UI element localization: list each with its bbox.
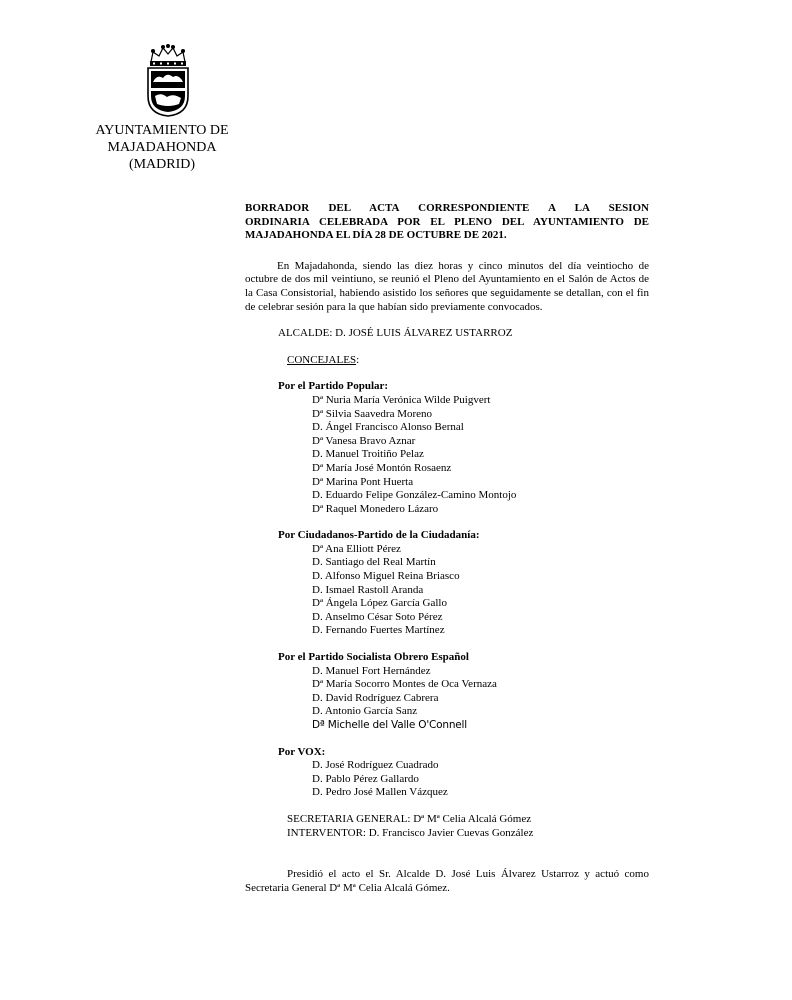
- party-group-cs: [245, 529, 649, 638]
- member: D. Ismael Rastoll Aranda: [312, 583, 424, 596]
- org-line: MAJADAHONDA: [107, 140, 217, 155]
- member: D. Santiago del Real Martín: [312, 556, 436, 569]
- closing-paragraph: Presidió el acto el Sr. Alcalde D. José Luis Álvarez Ustarroz y actuó como Secretaria General Dª Mª Celia Alcalá Gómez.: [245, 868, 649, 894]
- org-line: (MADRID): [128, 157, 196, 172]
- title-line: BORRADOR DEL ACTA CORRESPONDIENTE A LA SESION: [245, 202, 649, 214]
- document-title: [245, 202, 649, 243]
- org-line: AYUNTAMIENTO DE: [95, 123, 229, 138]
- member: D. Pablo Pérez Gallardo: [312, 772, 419, 785]
- member: Dª Silvia Saavedra Moreno: [312, 407, 433, 420]
- member: Dª Michelle del Valle O'Connell: [312, 719, 467, 731]
- member: Dª Raquel Monedero Lázaro: [312, 502, 439, 515]
- officials-block: [245, 813, 649, 840]
- concejales-label: CONCEJALES: [287, 353, 357, 366]
- document-body: [245, 202, 649, 895]
- member: Dª Ana Elliott Pérez: [312, 542, 401, 555]
- party-title: Por el Partido Popular:: [278, 380, 389, 393]
- alcalde-line: ALCALDE: D. JOSÉ LUIS ÁLVAREZ USTARROZ: [278, 327, 513, 340]
- party-title: Por Ciudadanos-Partido de la Ciudadanía:: [278, 529, 480, 542]
- party-group-vox: [245, 746, 649, 800]
- title-line: ORDINARIA CELEBRADA POR EL PLENO DEL AYUNTAMIENTO DE: [245, 215, 649, 228]
- member: Dª Ángela López García Gallo: [312, 597, 447, 610]
- secretaria-line: SECRETARIA GENERAL: Dª Mª Celia Alcalá Gómez: [287, 812, 532, 825]
- party-group-pp: [245, 380, 649, 516]
- member: D. Ángel Francisco Alonso Bernal: [312, 421, 464, 434]
- member: Dª Nuria María Verónica Wilde Puigvert: [312, 393, 491, 406]
- member: Dª María José Montón Rosaenz: [312, 461, 452, 474]
- interventor-line: INTERVENTOR: D. Francisco Javier Cuevas González: [287, 826, 534, 839]
- member: Dª Marina Pont Huerta: [312, 475, 414, 488]
- member: D. Manuel Troitiño Pelaz: [312, 448, 424, 461]
- member: D. Pedro José Mallen Vázquez: [312, 786, 448, 799]
- member: D. Fernando Fuertes Martínez: [312, 624, 445, 637]
- member: D. José Rodríguez Cuadrado: [312, 759, 439, 772]
- member: D. David Rodríguez Cabrera: [312, 691, 439, 704]
- member: D. Manuel Fort Hernández: [312, 664, 431, 677]
- member: D. Anselmo César Soto Pérez: [312, 610, 443, 623]
- title-line: MAJADAHONDA EL DÍA 28 DE OCTUBRE DE 2021.: [245, 229, 507, 242]
- member: D. Alfonso Miguel Reina Briasco: [312, 570, 460, 583]
- member: D. Antonio García Sanz: [312, 705, 418, 718]
- intro-paragraph: En Majadahonda, siendo las diez horas y cinco minutos del día veintiocho de octubre de dos mil veintiuno, se reunió el Pleno del Ayuntamiento en el Salón de Actos de la Casa Consistorial, habiendo asistido los señores que seguidamente se detallan, con el fin de celebrar sesión para la que habían sido previamente convocados.: [245, 259, 649, 313]
- member-list: [278, 543, 649, 638]
- party-group-psoe: [245, 651, 649, 733]
- party-title: Por el Partido Socialista Obrero Español: [278, 651, 469, 664]
- member-list: [278, 665, 649, 733]
- member: Dª María Socorro Montes de Oca Vernaza: [312, 678, 497, 691]
- organization-name: [84, 122, 240, 173]
- party-title: Por VOX:: [278, 745, 326, 758]
- member-list: [278, 394, 649, 516]
- member-list: [278, 759, 649, 800]
- member: Dª Vanesa Bravo Aznar: [312, 434, 416, 447]
- member: D. Eduardo Felipe González-Camino Montojo: [312, 489, 517, 502]
- concejales-colon: :: [356, 353, 360, 366]
- concejales-heading: [245, 354, 649, 368]
- coat-of-arms-icon: [143, 44, 193, 118]
